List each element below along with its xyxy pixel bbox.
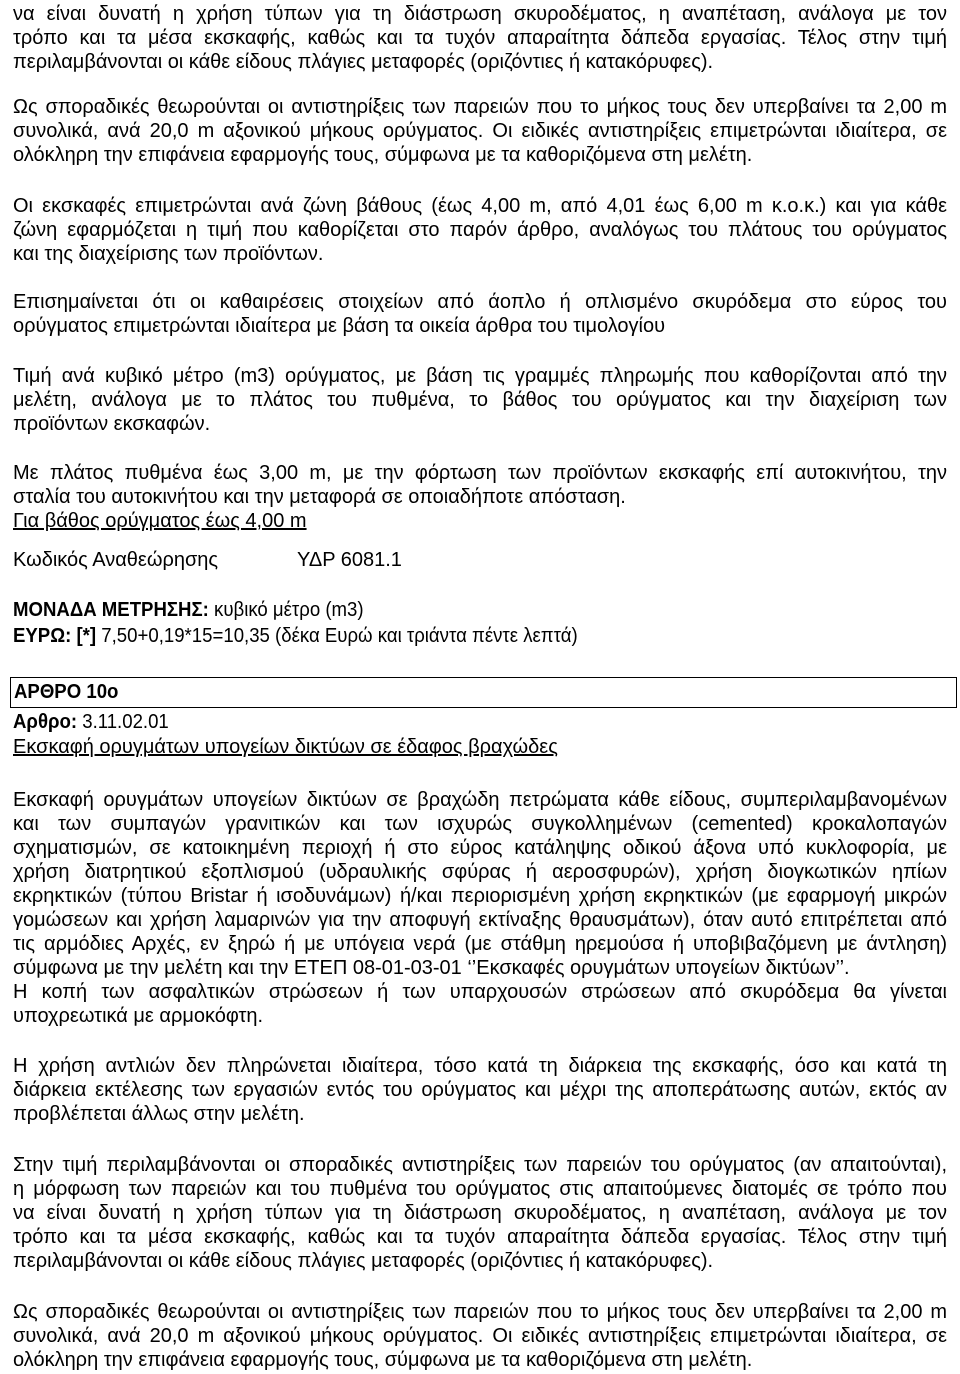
paragraph-line: Ως σποραδικές θεωρούνται οι αντιστηρίξεις των παρειών που το μήκος τους δεν υπερβαίνει τα 2,00 m (13, 96, 947, 118)
paragraph-line: και των συμπαγών γρανιτικών και των ισχυρώς συγκολλημένων (cemented) κροκαλοπαγών (13, 813, 947, 835)
price-value: 7,50+0,19*15=10,35 (δέκα Ευρώ και τριάντα πέντε λεπτά) (101, 625, 578, 647)
paragraph-depth-zones (13, 194, 947, 266)
article-number-row (13, 710, 947, 734)
article-title-text: Εκσκαφή ορυγμάτων υπογείων δικτύων σε έδαφος βραχώδες (13, 736, 558, 758)
revision-code-value: ΥΔΡ 6081.1 (297, 549, 402, 571)
measurement-unit (13, 598, 364, 622)
paragraph-line: Ως σποραδικές θεωρούνται οι αντιστηρίξεις των παρειών που το μήκος τους δεν υπερβαίνει τα 2,00 m (13, 1301, 947, 1323)
measurement-unit-row (13, 598, 947, 622)
article-number-label: Αρθρο: (13, 711, 78, 733)
paragraph-support-pricing (13, 2, 947, 74)
price (13, 624, 578, 648)
price-label: ΕΥΡΩ: [*] (13, 625, 97, 647)
paragraph-line: Τιμή ανά κυβικό μέτρο (m3) ορύγματος, με βάση τις γραμμές πληρωμής που καθορίζονται από την (13, 365, 947, 387)
paragraph-line: Επισημαίνεται ότι οι καθαιρέσεις στοιχείων από άοπλο ή οπλισμένο σκυρόδεμα στο εύρος του (13, 291, 947, 313)
paragraph-unit-price (13, 364, 947, 436)
paragraph-line: και της διαχείρισης των προϊόντων. (13, 243, 324, 265)
paragraph-line: περιλαμβάνονται οι κάθε είδους πλάγιες μεταφορές (οριζόντιες ή κατακόρυφες). (13, 1250, 714, 1272)
paragraph-line: υποχρεωτικά με αρμοκόφτη. (13, 1005, 264, 1027)
article-number (13, 710, 169, 734)
paragraph-line: διάρκεια εκτέλεσης των εργασιών εντός του ορύγματος και μέχρι της αποπεράτωσης αυτών, εκτός αν (13, 1079, 947, 1101)
paragraph-sporadic-supports-article (13, 1300, 947, 1372)
paragraph-line: προβλέπεται άλλως στην μελέτη. (13, 1103, 305, 1125)
paragraph-line: να είναι δυνατή η χρήση τύπων για τη διάστρωση σκυροδέματος, η αναπέταση, ανάλογα με τον (13, 3, 947, 25)
paragraph-line: περιλαμβάνονται οι κάθε είδους πλάγιες μεταφορές (οριζόντιες ή κατακόρυφες). (13, 51, 714, 73)
paragraph-line: τρόπο και τα μέσα εκσκαφής, καθώς και τα τυχόν απαραίτητα δάπεδα εργασίας. Τέλος στην τιμή (13, 1226, 947, 1248)
revision-code-row (13, 548, 947, 572)
paragraph-demolitions (13, 290, 947, 338)
measurement-unit-value: κυβικό μέτρο (m3) (214, 599, 364, 621)
paragraph-line: τις αρμόδιες Αρχές, εν ξηρώ ή με υπόγεια νερά (με στάθμη ηρεμούσα ή υποβιβαζόμενη με άντληση) (13, 933, 947, 955)
paragraph-line: Με πλάτος πυθμένα έως 3,00 m, με την φόρτωση των προϊόντων εκσκαφής επί αυτοκινήτου, την (13, 462, 947, 484)
paragraph-line: χρήση διατρητικού εξοπλισμού (υδραυλικής σφύρας ή αεροσφυρών), χρήση διογκωτικών ηπίων (13, 861, 947, 883)
measurement-unit-label: ΜΟΝΑΔΑ ΜΕΤΡΗΣΗΣ: (13, 599, 209, 621)
revision-code-label: Κωδικός Αναθεώρησης (13, 549, 219, 571)
paragraph-line: σχηματισμών, σε κατοικημένη περιοχή ή στο εύρος κατάληψης οδικού άξονα υπό κυκλοφορία, με (13, 837, 947, 859)
paragraph-line: Η χρήση αντλιών δεν πληρώνεται ιδιαίτερα, τόσο κατά τη διάρκεια της εκσκαφής, όσο και κατά τη (13, 1055, 947, 1077)
paragraph-line: Στην τιμή περιλαμβάνονται οι σποραδικές αντιστηρίξεις των παρειών του ορύγματος (αν απαιτούνται), (13, 1154, 947, 1176)
paragraph-line: ολόκληρη την επιφάνεια εφαρμογής τους, σύμφωνα με τα καθοριζόμενα στη μελέτη. (13, 144, 753, 166)
paragraph-support-pricing-article (13, 1153, 947, 1273)
paragraph-line: να είναι δυνατή η χρήση τύπων για τη διάστρωση σκυροδέματος, η αναπέταση, ανάλογα με τον (13, 1202, 947, 1224)
paragraph-line: συνολικά, ανά 20,0 m αξονικού μήκους ορύγματος. Οι ειδικές αντιστηρίξεις επιμετρώνται ιδιαίτερα, σε (13, 120, 947, 142)
paragraph-line: Οι εκσκαφές επιμετρώνται ανά ζώνη βάθους (έως 4,00 m, από 4,01 έως 6,00 m κ.ο.κ.) και για κάθε (13, 195, 947, 217)
paragraph-bottom-width (13, 461, 947, 533)
article-heading-text: ΑΡΘΡΟ 10ο (14, 681, 119, 703)
paragraph-line: ολόκληρη την επιφάνεια εφαρμογής τους, σύμφωνα με τα καθοριζόμενα στη μελέτη. (13, 1349, 753, 1371)
article-number-value: 3.11.02.01 (82, 711, 169, 733)
paragraph-line: σύμφωνα με την μελέτη και την ΕΤΕΠ 08-01-03-01 ‘’Εκσκαφές ορυγμάτων υπογείων δικτύων’’. (13, 957, 850, 979)
paragraph-line: σταλία του αυτοκινήτου και την μεταφορά σε οποιαδήποτε απόσταση. (13, 486, 626, 508)
paragraph-line: ορύγματος επιμετρώνται ιδιαίτερα με βάση τα οικεία άρθρα του τιμολογίου (13, 315, 666, 337)
depth-subtitle (13, 509, 947, 533)
paragraph-line: η μόρφωση των παρειών και του πυθμένα του ορύγματος στις απαιτούμενες διατομές σε τρόπο που (13, 1178, 947, 1200)
paragraph-line: προϊόντων εκσκαφών. (13, 413, 211, 435)
paragraph-sporadic-supports (13, 95, 947, 167)
paragraph-line: τρόπο και τα μέσα εκσκαφής, καθώς και τα τυχόν απαραίτητα δάπεδα εργασίας. Τέλος στην τιμή (13, 27, 947, 49)
price-row (13, 624, 947, 648)
paragraph-line: Εκσκαφή ορυγμάτων υπογείων δικτύων σε βραχώδη πετρώματα κάθε είδους, συμπεριλαμβανομένων (13, 789, 947, 811)
paragraph-line: γομώσεων και χρήση λαμαρινών για την αποφυγή εκτίναξης θραυσμάτων), όταν αυτό επιτρέπεται από (13, 909, 947, 931)
article-heading (11, 678, 956, 707)
paragraph-rock-excavation (13, 788, 947, 1028)
paragraph-line: ζώνη εφαρμόζεται η τιμή που καθορίζεται στο παρόν άρθρο, αναλόγως του πλάτους του ορύγματος (13, 219, 947, 241)
depth-subtitle-text: Για βάθος ορύγματος έως 4,00 m (13, 510, 307, 532)
paragraph-line: συνολικά, ανά 20,0 m αξονικού μήκους ορύγματος. Οι ειδικές αντιστηρίξεις επιμετρώνται ιδιαίτερα, σε (13, 1325, 947, 1347)
article-title (13, 735, 947, 759)
paragraph-pumps (13, 1054, 947, 1126)
article-heading-box (10, 677, 957, 708)
paragraph-line: Η κοπή των ασφαλτικών στρώσεων ή των υπαρχουσών στρώσεων από σκυρόδεμα θα γίνεται (13, 981, 947, 1003)
paragraph-line: μελέτη, ανάλογα με το πλάτος του πυθμένα, το βάθος του ορύγματος και την διαχείριση των (13, 389, 947, 411)
paragraph-line: εκρηκτικών (τύπου Bristar ή ισοδυνάμων) ή/και περιορισμένη χρήση εκρηκτικών (με εφαρμογή μικρών (13, 885, 947, 907)
